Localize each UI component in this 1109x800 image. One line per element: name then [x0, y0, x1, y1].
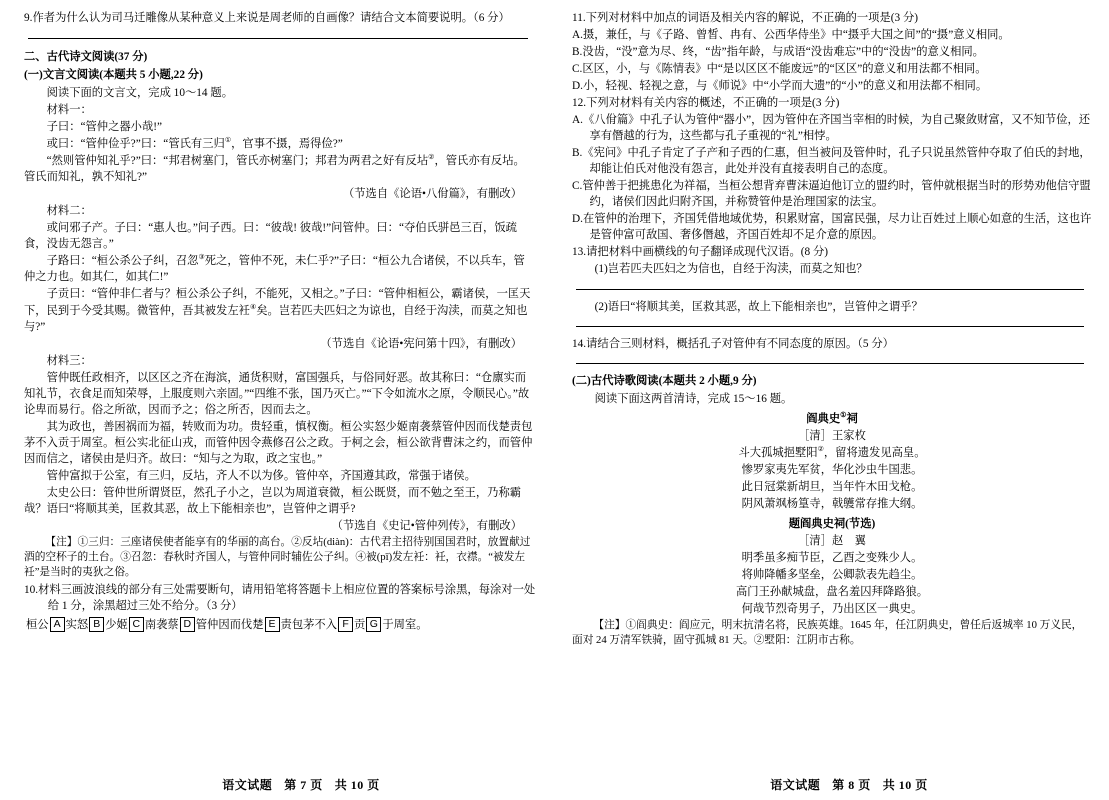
- sentence-segmentation-row[interactable]: [24, 617, 536, 633]
- material-1-line-1: 或曰：“管仲俭乎?”曰：“管氏有三归①，官事不摄，焉得俭?”: [46, 136, 343, 151]
- poem-1-author: ［清］王家枚: [798, 429, 866, 442]
- segmentation-box-G[interactable]: G: [366, 617, 381, 632]
- part-one-instruction: 阅读下面的文言文，完成 10～14 题。: [46, 87, 233, 100]
- segmentation-box-E[interactable]: E: [265, 617, 280, 632]
- poem-1-line-0: 斗大孤城挹墅阳②，留将遗发见高皇。: [738, 444, 926, 459]
- answer-rule-q13-1: [576, 289, 1084, 290]
- question-12-option-a: A.《八佾篇》中孔子认为管仲“器小”，因为管仲在齐国当宰相的时候，为自己聚敛财富，又不知节俭，还享有僭越的行为，这些都与孔子重视的“礼”相悖。: [572, 114, 1091, 143]
- segmentation-text-8: 管仲因而伐楚: [195, 618, 264, 631]
- material-2-label: 材料二：: [46, 205, 92, 218]
- segmentation-box-C[interactable]: C: [129, 617, 144, 632]
- segmentation-text-12: 贡: [354, 618, 366, 631]
- answer-rule-q9: [28, 38, 528, 39]
- question-11-option-c: C.区区，小，与《陈情表》中“是以区区不能废远”的“区区”的意义和用法都不相同。: [572, 63, 987, 76]
- answer-rule-q13-2: [576, 326, 1084, 327]
- right-column: [554, 0, 1108, 800]
- material-1-source: （节选自《论语•八佾篇》，有删改）: [342, 188, 522, 201]
- segmentation-box-A[interactable]: A: [50, 617, 65, 632]
- left-page-footer: [24, 777, 578, 794]
- material-2-line-0: 或问邪子产。子曰：“惠人也。”问子西。曰：“彼哉! 彼哉!”问管仲。曰：“夺伯氏骈邑三百，饭疏食，没齿无怨言。”: [24, 222, 517, 251]
- question-11-option-b: B.没齿，“没”意为尽、终，“齿”指年龄，与成语“没齿难忘”中的“没齿”的意义相同。: [572, 46, 984, 59]
- material-3-line-1: 其为政也，善困祸而为福，转败而为功。贵轻重，慎权衡。桓公实怒少姬南袭蔡管仲因而伐楚责包茅不入贡于周室。桓公实北征山戎，而管仲因令燕修召公之政。于柯之会，桓公欲背曹沫之约，而管仲因而信之，诸侯由是归齐。故曰：“知与之为取，政之宝也。”: [24, 420, 533, 465]
- poem-2-line-3: 何哉节烈奇男子，乃出区区一典史。: [741, 602, 923, 615]
- material-2-line-1: 子路曰：“桓公杀公子纠，召忽③死之，管仲不死，未仁乎?”子曰：“桓公九合诸侯，不以兵车，管仲之力也。如其仁，如其仁!”: [24, 253, 525, 284]
- left-column: [0, 0, 554, 800]
- question-13: 13.请把材料中画横线的句子翻译成现代汉语。(8 分): [572, 246, 829, 259]
- answer-rule-q14: [576, 363, 1084, 364]
- material-2-source: （节选自《论语•宪问第十四》，有删改）: [320, 337, 522, 350]
- segmentation-box-D[interactable]: D: [180, 617, 195, 632]
- poem-1-line-1: 惨罗家夷先军贫，华化沙虫牛国悲。: [741, 463, 923, 476]
- right-footer-label: 语文试题: [770, 777, 821, 792]
- section-two-title: 二、古代诗文阅读(37 分): [24, 51, 148, 64]
- poem-2: [572, 516, 1092, 617]
- right-footer-total: 共 10 页: [882, 777, 928, 792]
- question-10: 10.材料三画波浪线的部分有三处需要断句，请用铅笔将答题卡上相应位置的答案标号涂黑，每涂对一处给 1 分，涂黑超过三处不给分。（3 分）: [24, 583, 536, 612]
- segmentation-text-0: 桓公: [26, 618, 49, 631]
- poem-1-title: 阎典史①祠: [806, 410, 858, 425]
- poem-1: [572, 411, 1092, 512]
- poem-2-line-2: 高门王孙献城盘，盘名羞囚拜降路狼。: [735, 585, 929, 598]
- question-11-option-d: D.小，轻视、轻视之意，与《师说》中“小学而大遗”的“小”的意义和用法都不相同。: [572, 80, 988, 93]
- question-13-sub-2: (2)语曰“将顺其美，匡救其恶，故上下能相亲也”，岂管仲之谓乎？: [594, 300, 923, 313]
- part-one-title: (一)文言文阅读(本题共 5 小题,22 分): [24, 69, 203, 82]
- question-14: 14.请结合三则材料，概括孔子对管仲有不同态度的原因。（5 分）: [572, 337, 894, 350]
- poem-1-line-3: 阴风萧飒杨篁寺，戟鹱常存推大纲。: [741, 497, 923, 510]
- material-3-line-2: 管仲富拟于公室，有三归，反坫，齐人不以为侈。管仲卒，齐国遵其政，常强于诸侯。: [46, 469, 476, 482]
- left-footer-label: 语文试题: [222, 777, 273, 792]
- part-two-title: (二)古代诗歌阅读(本题共 2 小题,9 分): [572, 374, 757, 387]
- question-13-sub-1: (1)岂若匹夫匹妇之为信也，自经于沟渎，而莫之知也？: [594, 263, 868, 276]
- question-12-option-b: B.《宪问》中孔子肯定了子产和子西的仁惠，但当被问及管仲时，孔子只说虽然管仲夺取了伯氏的封地，却能让伯氏对他没有怨言，此处并没有直接表明自己的态度。: [572, 147, 1091, 176]
- material-1-label: 材料一：: [46, 104, 92, 117]
- poem-2-title: 题阎典史祠(节选): [788, 517, 876, 530]
- segmentation-text-6: 南袭蔡: [144, 618, 179, 631]
- material-3-label: 材料三：: [46, 354, 92, 367]
- segmentation-box-F[interactable]: F: [338, 617, 353, 632]
- right-footer-page: 第 8 页: [832, 777, 871, 792]
- question-12-option-d: D.在管仲的治理下，齐国凭借地域优势，积累财富，国富民强，尽力让百姓过上顺心如意的生活，这也许是管仲富可敌国、奢侈僭越，齐国百姓却不足介意的原因。: [572, 213, 1092, 242]
- poem-1-line-2: 此日冠棠新胡旦，当年忤木田戈枪。: [741, 480, 923, 493]
- segmentation-box-B[interactable]: B: [89, 617, 104, 632]
- segmentation-text-14: 于周室。: [382, 618, 428, 631]
- question-11-option-a: A.摄，兼任，与《子路、曾皙、冉有、公西华侍坐》中“摄乎大国之间”的“摄”意义相同。: [572, 29, 1010, 42]
- right-page-footer: [572, 777, 1109, 794]
- material-3-line-0: 管仲既任政相齐，以区区之齐在海滨，通货积财，富国强兵，与俗同好恶。故其称曰：“仓廪实而知礼节，衣食足而知荣辱，上服度则六亲固。”“四维不张，国乃灭亡。”“下令如流水之原，令顺民心。”故论卑而易行。俗之所欲，因而予之；俗之所否，因而去之。: [24, 371, 530, 416]
- question-12-option-c: C.管仲善于把挑患化为祥福，当桓公想背弃曹沫逼迫他订立的盟约时，管仲就根据当时的形势劝他信守盟约，诸侯们因此归附齐国，并称赞管仲是治理国家的法宝。: [572, 180, 1091, 209]
- poem-2-line-1: 将帅降幡多坚垒，公卿款表先趋尘。: [741, 568, 923, 581]
- material-2-line-2: 子贡曰：“管仲非仁者与？桓公杀公子纠，不能死，又相之。”子曰：“管仲相桓公，霸诸侯，一匡天下，民到于今受其赐。微管仲，吾其被发左衽④矣。岂若匹夫匹妇之为谅也，自经于沟渎，而莫之知也与?”: [24, 288, 531, 333]
- poem-2-line-0: 明季虽多痴节臣，乙酉之变殊少人。: [741, 551, 923, 564]
- material-3-line-3: 太史公曰：管仲世所谓贤臣，然孔子小之，岂以为周道衰微，桓公既贤，而不勉之至王，乃称霸哉？语曰“将顺其美，匡救其恶，故上下能相亲也”，岂管仲之谓乎?: [24, 486, 522, 515]
- question-11: 11.下列对材料中加点的词语及相关内容的解说，不正确的一项是(3 分): [572, 12, 919, 24]
- question-12: 12.下列对材料有关内容的概述，不正确的一项是(3 分): [572, 97, 840, 110]
- material-1-line-2: “然则管仲知礼乎?”曰：“邦君树塞门，管氏亦树塞门；邦君为两君之好有反坫②，管氏亦有反坫。管氏而知礼，孰不知礼?”: [24, 153, 525, 184]
- left-footer-total: 共 10 页: [334, 777, 380, 792]
- segmentation-text-4: 少姬: [105, 618, 128, 631]
- question-9: 9.作者为什么认为司马迁雕像从某种意义上来说是周老师的自画像？请结合文本简要说明。（6 分）: [24, 12, 510, 24]
- poem-2-author: ［清］赵 翼: [798, 534, 866, 547]
- left-notes: 【注】①三归：三座诸侯使者能享有的华丽的高台。②反坫(diàn)：古代君主招待别国国君时，放置献过酒的空杯子的土台。③召忽：春秋时齐国人，与管仲同时辅佐公子纠。④被(pī)发左衽：衽，衣襟。“被发左衽”是当时的夷狄之俗。: [24, 535, 531, 579]
- segmentation-text-10: 责包茅不入: [280, 618, 338, 631]
- part-two-instruction: 阅读下面这两首清诗，完成 15～16 题。: [594, 392, 793, 405]
- right-notes: 【注】①阎典史：阎应元，明末抗清名将，民族英雄。1645 年，任江阴典史，曾任后返城率 10 万义民，面对 24 万清军铁骑，固守孤城 81 天。②墅阳：江阴市古称。: [572, 619, 1083, 647]
- material-1-line-0: 子曰：“管仲之器小哉!”: [46, 121, 163, 134]
- left-footer-page: 第 7 页: [284, 777, 323, 792]
- segmentation-text-2: 实怒: [65, 618, 89, 631]
- material-3-source: （节选自《史记•管仲列传》，有删改）: [331, 519, 522, 532]
